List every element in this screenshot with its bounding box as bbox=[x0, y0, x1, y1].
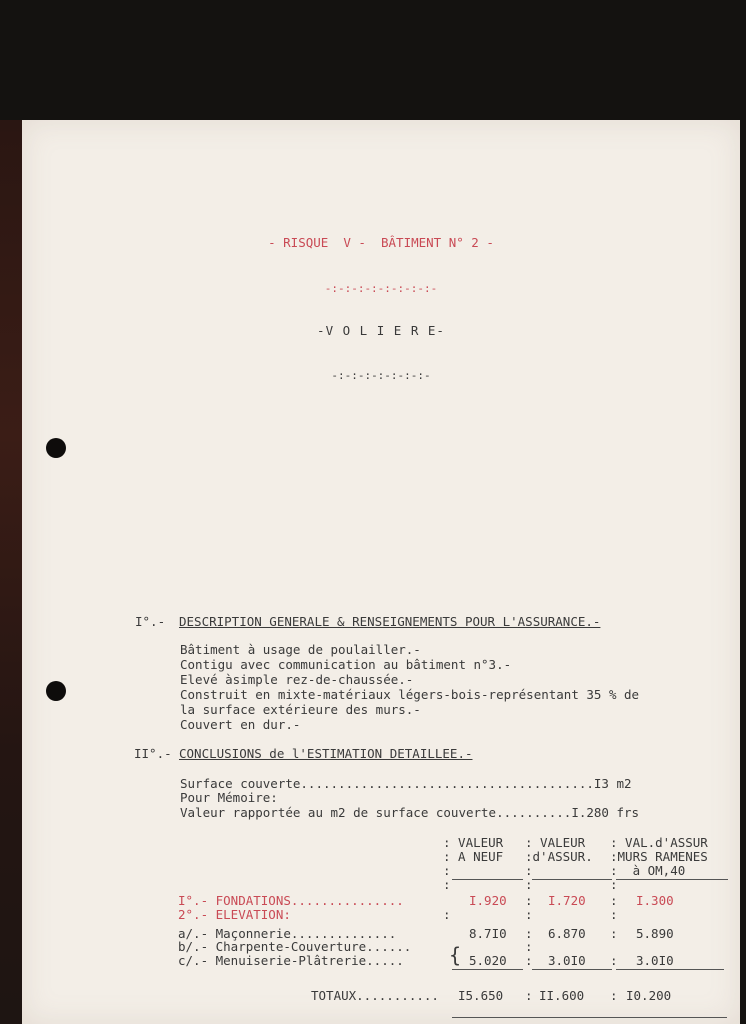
col3-header: :MURS RAMENES bbox=[610, 849, 708, 864]
column-separator: : bbox=[610, 877, 618, 892]
col1-header: : bbox=[443, 863, 451, 878]
row-value: 3.0I0 bbox=[548, 953, 586, 968]
memo-line: Pour Mémoire: bbox=[180, 790, 278, 805]
value-per-m2-line: Valeur rapportée au m2 de surface couverte..........I.280 frs bbox=[180, 805, 640, 820]
description-line: Elevé àsimple rez-de-chaussée.- bbox=[180, 672, 414, 687]
column-separator: : bbox=[525, 877, 533, 892]
column-separator: : bbox=[443, 877, 451, 892]
totals-underline bbox=[452, 1017, 727, 1018]
total-value: II.600 bbox=[539, 988, 585, 1003]
column-separator: : bbox=[525, 953, 533, 968]
column-separator: : bbox=[525, 939, 533, 954]
subtotal-line bbox=[452, 969, 523, 970]
column-separator: : bbox=[525, 893, 533, 908]
column-separator: : bbox=[443, 907, 451, 922]
row-label: I°.- FONDATIONS............... bbox=[178, 893, 404, 908]
col1-header: : A NEUF bbox=[443, 849, 504, 864]
description-line: la surface extérieure des murs.- bbox=[180, 702, 421, 717]
description-line: Couvert en dur.- bbox=[180, 717, 301, 732]
section1-heading: DESCRIPTION GENERALE & RENSEIGNEMENTS POUR L'ASSURANCE.- bbox=[179, 614, 601, 629]
row-label: c/.- Menuiserie-Plâtrerie..... bbox=[178, 953, 404, 968]
scanner-background-top bbox=[0, 0, 746, 120]
title-separator: -:-:-:-:-:-:-:-:- bbox=[324, 282, 438, 295]
subtitle-separator: -:-:-:-:-:-:-:- bbox=[331, 369, 431, 382]
header-underline bbox=[532, 879, 612, 880]
punch-hole bbox=[46, 438, 66, 458]
col2-header: : bbox=[525, 863, 533, 878]
row-value: 8.7I0 bbox=[469, 926, 507, 941]
row-value: 5.020 bbox=[469, 953, 507, 968]
punch-hole bbox=[46, 681, 66, 701]
column-separator: : bbox=[610, 907, 618, 922]
col3-header: : VAL.d'ASSUR bbox=[610, 835, 708, 850]
subtotal-line bbox=[616, 969, 724, 970]
header-underline bbox=[452, 879, 523, 880]
scanner-background-left bbox=[0, 120, 22, 1024]
section1-number: I°.- bbox=[135, 614, 166, 629]
row-value: I.920 bbox=[469, 893, 507, 908]
subtotal-line bbox=[532, 969, 612, 970]
section2-number: II°.- bbox=[134, 746, 172, 761]
header-underline bbox=[616, 879, 728, 880]
column-separator: : bbox=[610, 988, 618, 1003]
total-value: I0.200 bbox=[626, 988, 672, 1003]
col2-header: : VALEUR bbox=[525, 835, 586, 850]
row-label: 2°.- ELEVATION: bbox=[178, 907, 291, 922]
col1-header: : VALEUR bbox=[443, 835, 504, 850]
row-label: a/.- Maçonnerie.............. bbox=[178, 926, 397, 941]
description-line: Construit en mixte-matériaux légers-bois-représentant 35 % de bbox=[180, 687, 640, 702]
row-value: 3.0I0 bbox=[636, 953, 674, 968]
section2-heading: CONCLUSIONS de l'ESTIMATION DETAILLEE.- bbox=[179, 746, 473, 761]
col3-header: : à OM,40 bbox=[610, 863, 686, 878]
description-line: Contigu avec communication au bâtiment n°3.- bbox=[180, 657, 512, 672]
col2-header: :d'ASSUR. bbox=[525, 849, 593, 864]
row-value: 5.890 bbox=[636, 926, 674, 941]
brace-mark: { bbox=[449, 943, 462, 967]
column-separator: : bbox=[610, 926, 618, 941]
total-value: I5.650 bbox=[458, 988, 504, 1003]
row-value: I.720 bbox=[548, 893, 586, 908]
row-label: b/.- Charpente-Couverture...... bbox=[178, 939, 412, 954]
column-separator: : bbox=[525, 988, 533, 1003]
column-separator: : bbox=[525, 907, 533, 922]
description-line: Bâtiment à usage de poulailler.- bbox=[180, 642, 421, 657]
page-title: - RISQUE V - BÂTIMENT N° 2 - bbox=[268, 235, 494, 250]
document-page bbox=[22, 120, 740, 1024]
row-value: I.300 bbox=[636, 893, 674, 908]
column-separator: : bbox=[610, 953, 618, 968]
column-separator: : bbox=[610, 893, 618, 908]
column-separator: : bbox=[525, 926, 533, 941]
surface-line: Surface couverte.......................................I3 m2 bbox=[180, 776, 632, 791]
totals-label: TOTAUX........... bbox=[311, 988, 439, 1003]
row-value: 6.870 bbox=[548, 926, 586, 941]
page-subtitle: -V O L I E R E- bbox=[317, 323, 445, 338]
